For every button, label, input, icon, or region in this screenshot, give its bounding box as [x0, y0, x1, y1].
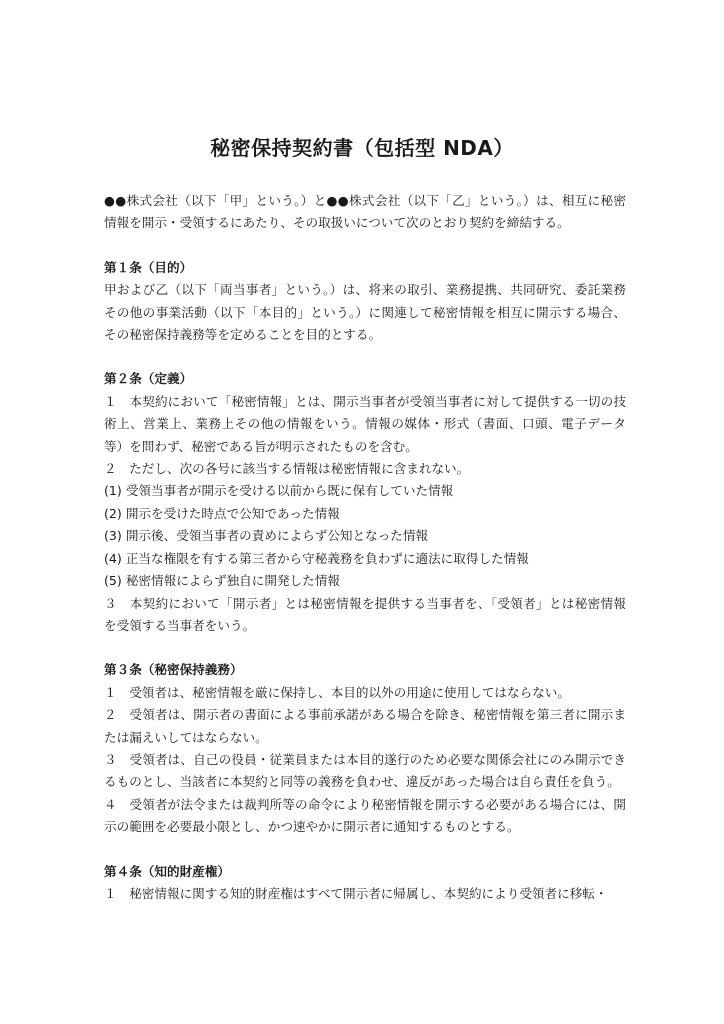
- article-heading: 第３条（秘密保持義務）: [104, 662, 243, 678]
- article-paragraph: １ 本契約において「秘密情報」とは、開示当事者が受領当事者に対して提供する一切の技術上、営業上、業務上その他の情報をいう。情報の媒体・形式（書面、口頭、電子データ等）を問わず、秘密である旨が明示されたものを含む。: [104, 393, 627, 454]
- article-3: [104, 659, 626, 838]
- list-item: (4) 正当な権限を有する第三者から守秘義務を負わずに適法に取得した情報: [104, 550, 529, 566]
- article-paragraph: １ 受領者は、秘密情報を厳に保持し、本目的以外の用途に使用してはならない。: [104, 684, 570, 700]
- article-paragraph: ２ ただし、次の各号に該当する情報は秘密情報に含まれない。: [104, 461, 470, 477]
- list-item: (3) 開示後、受領当事者の責めによらず公知となった情報: [104, 528, 429, 544]
- article-heading: 第２条（定義）: [104, 371, 193, 387]
- list-item: (5) 秘密情報によらず独自に開発した情報: [104, 573, 340, 589]
- article-paragraph: 甲および乙（以下「両当事者」という。）は、将来の取引、業務提携、共同研究、委託業務その他の事業活動（以下「本目的」という。）に関連して秘密情報を相互に開示する場合、その秘密保持義務等を定めることを目的とする。: [104, 282, 626, 343]
- article-paragraph: １ 秘密情報に関する知的財産権はすべて開示者に帰属し、本契約により受領者に移転・: [104, 885, 608, 901]
- document-title: 秘密保持契約書（包括型 NDA）: [210, 136, 514, 160]
- article-paragraph: ２ 受領者は、開示者の書面による事前承諾がある場合を除き、秘密情報を第三者に開示または漏えいしてはならない。: [104, 707, 626, 745]
- article-1: [104, 257, 626, 347]
- article-2: [104, 368, 626, 637]
- article-paragraph: ３ 本契約において「開示者」とは秘密情報を提供する当事者を、「受領者」とは秘密情報を受領する当事者をいう。: [104, 595, 626, 633]
- document-body: [104, 190, 626, 905]
- article-4: [104, 861, 626, 906]
- article-heading: 第４条（知的財産権）: [104, 863, 230, 879]
- list-item: (2) 開示を受けた時点で公知であった情報: [104, 505, 340, 521]
- article-paragraph: ４ 受領者が法令または裁判所等の命令により秘密情報を開示する必要がある場合には、開示の範囲を必要最小限とし、かつ速やかに開示者に通知するものとする。: [104, 796, 627, 835]
- preamble: ●●株式会社（以下「甲」という。）と●●株式会社（以下「乙」という。）は、相互に秘密情報を開示・受領するにあたり、その取扱いについて次のとおり契約を締結する。: [104, 193, 626, 231]
- list-item: (1) 受領当事者が開示を受ける以前から既に保有していた情報: [104, 483, 454, 499]
- article-paragraph: ３ 受領者は、自己の役員・従業員または本目的遂行のため必要な関係会社にのみ開示できるものとし、当該者に本契約と同等の義務を負わせ、違反があった場合は自ら責任を負う。: [104, 751, 626, 790]
- article-heading: 第１条（目的）: [104, 259, 193, 275]
